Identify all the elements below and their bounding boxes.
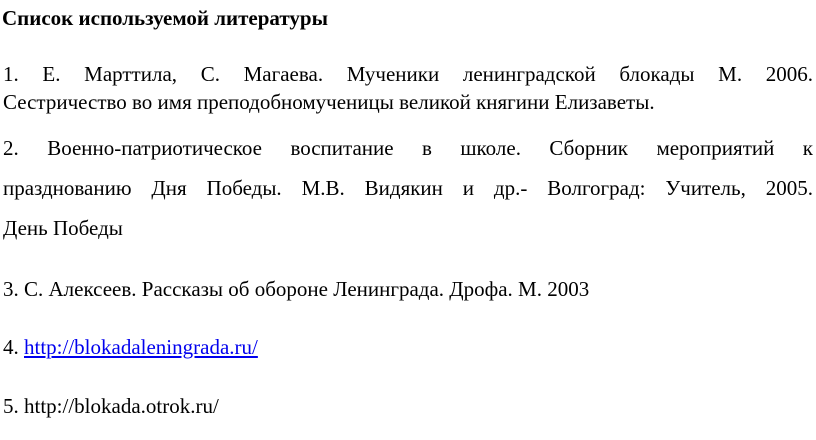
reference-item-5 [3, 394, 813, 418]
reference-1-text: Е. Марттила, С. Магаева. Мученики ленинградской блокады М. 2006. [42, 62, 813, 86]
reference-2-line-1 [3, 136, 813, 160]
reference-2-number: 2. [3, 136, 19, 160]
reference-1-line-2: Сестричество во имя преподобномученицы великой княгини Елизаветы. [3, 90, 655, 114]
reference-item-2 [3, 136, 813, 240]
reference-2-line-3: День Победы [3, 216, 123, 240]
reference-5-number: 5. [3, 394, 19, 418]
reference-5-text: http://blokada.otrok.ru/ [24, 394, 219, 418]
reference-4-number: 4. [3, 335, 19, 359]
reference-1-line-1 [3, 62, 813, 86]
reference-2-text: Военно-патриотическое воспитание в школе. Сборник мероприятий к [47, 136, 813, 160]
reference-1-number: 1. [3, 62, 19, 86]
reference-item-1 [3, 62, 813, 114]
reference-item-4 [3, 335, 813, 359]
bibliography-title: Список используемой литературы [2, 6, 328, 30]
reference-2-line-2: празднованию Дня Победы. М.В. Видякин и др.- Волгоград: Учитель, 2005. [3, 176, 813, 200]
reference-item-3 [3, 277, 813, 301]
reference-4-link[interactable]: http://blokadaleningrada.ru/ [24, 335, 258, 359]
reference-3-number: 3. [3, 277, 19, 301]
reference-3-text: С. Алексеев. Рассказы об обороне Ленинграда. Дрофа. М. 2003 [24, 277, 590, 301]
